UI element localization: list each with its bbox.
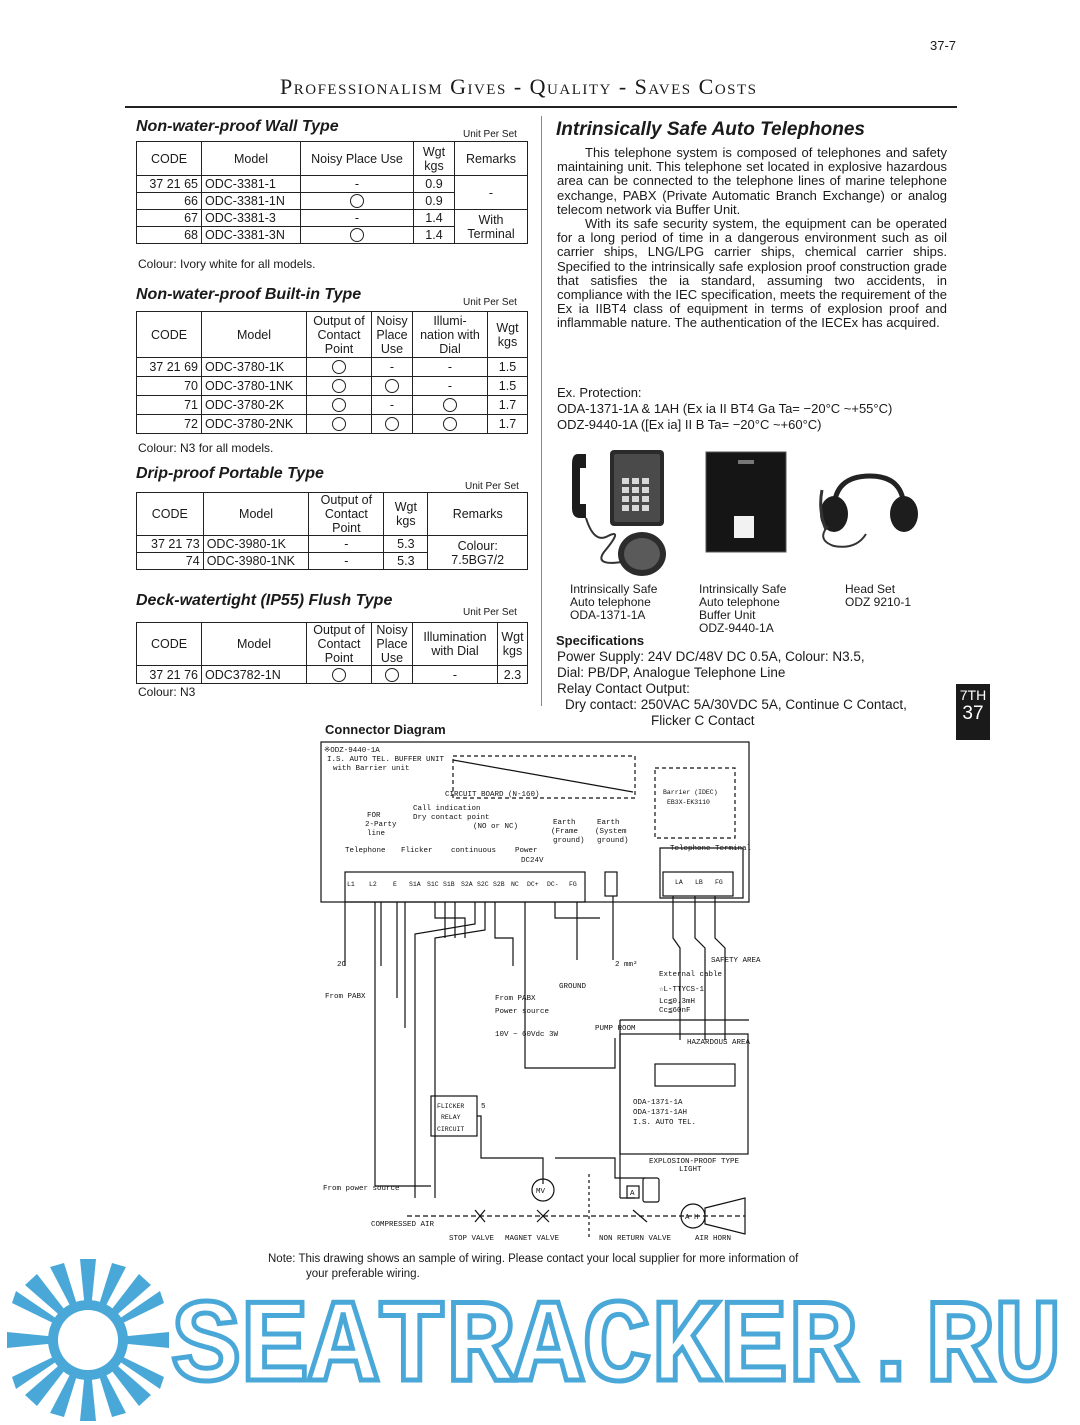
diagram-label: DC24V [521, 857, 544, 865]
diagram-label: ODA-1371-1AH [633, 1109, 688, 1117]
portable-unit-label: Unit Per Set [465, 481, 519, 492]
code-cell: 37 21 73 [137, 536, 204, 553]
diagram-label: EB3X-EK3110 [667, 799, 710, 806]
terminal-label: FG [715, 879, 723, 886]
diagram-label: continuous [451, 847, 497, 855]
col-illumination: Illumi- nation with Dial [413, 312, 488, 358]
wgt-cell: 0.9 [414, 176, 455, 193]
flush-colour-note: Colour: N3 [138, 685, 196, 699]
terminal-label: FG [569, 881, 577, 888]
diagram-label: STOP VALVE [449, 1235, 495, 1243]
col-model: Model [202, 623, 307, 666]
circle-mark-icon [385, 379, 399, 393]
wgt-cell: 1.5 [488, 358, 528, 377]
specifications-list: Power Supply: 24V DC/48V DC 0.5A, Colour: N3.5, Dial: PB/DP, Analogue Telephone Line Relay Contact Output: Dry contact: 250VAC 5A/30VDC 5A, Continue C Contact, Flicker C Contact [557, 649, 907, 728]
circle-mark-icon [332, 379, 346, 393]
diagram-label: ※ODZ-9440-1A [324, 747, 380, 755]
wgt-cell: 2.3 [498, 666, 528, 684]
noisy-cell: - [301, 176, 414, 193]
table-row [137, 377, 528, 396]
diagram-label: 2C [337, 961, 347, 969]
col-output: Output of Contact Point [307, 623, 372, 666]
col-noisy: Noisy Place Use [372, 312, 413, 358]
col-model: Model [203, 493, 309, 536]
diagram-label: NON RETURN VALVE [599, 1235, 672, 1243]
diagram-label: COMPRESSED AIR [371, 1221, 435, 1229]
col-remarks: Remarks [428, 493, 528, 536]
diagram-label: ground) [597, 837, 629, 845]
remarks-cell: Colour: 7.5BG7/2 [428, 536, 528, 570]
diagram-label: ODA-1371-1A [633, 1099, 683, 1107]
illum-cell: - [413, 358, 488, 377]
wgt-cell: 1.4 [414, 210, 455, 227]
builtin-type-title: Non-water-proof Built-in Type [136, 286, 362, 303]
diagram-label: Power source [495, 1008, 550, 1016]
illum-cell: - [413, 377, 488, 396]
noisy-cell: - [372, 396, 413, 415]
wall-type-table [136, 141, 528, 244]
terminal-label: NC [511, 881, 519, 888]
diagram-label: Telephone [345, 847, 386, 855]
terminal-label: S2A [461, 881, 473, 888]
col-wgt: Wgt kgs [414, 142, 455, 176]
wgt-cell: 1.7 [488, 396, 528, 415]
product-caption-telephone: Intrinsically Safe Auto telephone ODA-1371-1A [570, 582, 658, 622]
output-cell: - [309, 536, 384, 553]
circle-mark-icon [385, 417, 399, 431]
diagram-label: I.S. AUTO TEL. [633, 1119, 697, 1127]
watermark [0, 1255, 1080, 1425]
diagram-label: Earth [553, 819, 576, 827]
output-cell [307, 415, 372, 434]
code-cell: 71 [137, 396, 202, 415]
model-cell: ODC-3980-1NK [203, 553, 309, 570]
flush-unit-label: Unit Per Set [463, 607, 517, 618]
ex-protection-line-1: ODA-1371-1A & 1AH (Ex ia II BT4 Ga Ta= −20°C ~+55°C) [557, 401, 893, 416]
connector-diagram [315, 738, 761, 1246]
illum-cell: - [413, 666, 498, 684]
description-para-2: With its safe security system, the equipment can be operated for a long period of time in a dangerous environment such as oil carrier ships, LNG/LPG carrier ships, chemical carrier ships. Specified to the intrinsically safe explosion proof construction grade that satisfies the ia standard, assuming two accidents, in compliance with the IEC specification, meets the requirement of the Ex ia IIBT4 class of equipment in terms of explosion proof and inflammable nature. The authentication of the IECEx has acquired. [557, 216, 947, 331]
col-wgt: Wgt kgs [384, 493, 428, 536]
builtin-unit-label: Unit Per Set [463, 297, 517, 308]
builtin-colour-note: Colour: N3 for all models. [138, 441, 274, 455]
circle-mark-icon [332, 417, 346, 431]
wgt-cell: 1.7 [488, 415, 528, 434]
diagram-label: Flicker [401, 847, 433, 855]
code-cell: 37 21 76 [137, 666, 202, 684]
table-row [137, 415, 528, 434]
terminal-label: S2B [493, 881, 505, 888]
diagram-label: line [367, 830, 386, 838]
diagram-label: FOR [367, 812, 381, 820]
output-cell [307, 377, 372, 396]
description-para-1: This telephone system is composed of telephones and safety maintaining unit. This telephone set located in explosive hazardous area can be connected to the telephone lines of marine telephone exchange, PABX (Private Automatic Branch Exchange) or analog telecom network via Buffer Unit. [557, 145, 947, 217]
remarks-cell: - [455, 176, 528, 210]
col-remarks: Remarks [455, 142, 528, 176]
diagram-label: 5 [481, 1103, 486, 1111]
output-cell: - [309, 553, 384, 570]
output-cell [307, 358, 372, 377]
diagram-label: Earth [597, 819, 620, 827]
terminal-label: DC- [547, 881, 559, 888]
col-noisy: Noisy Place Use [372, 623, 413, 666]
model-cell: ODC-3780-2NK [202, 415, 307, 434]
noisy-cell: - [301, 210, 414, 227]
ex-protection-line-2: ODZ-9440-1A ([Ex ia] II B Ta= −20°C ~+60°C) [557, 417, 822, 432]
model-cell: ODC-3780-2K [202, 396, 307, 415]
diagram-label: I.S. AUTO TEL. BUFFER UNIT [327, 756, 445, 764]
product-caption-headset: Head Set ODZ 9210-1 [845, 582, 912, 609]
header-rule [125, 106, 957, 108]
code-cell: 68 [137, 227, 202, 244]
terminal-label: S2C [477, 881, 489, 888]
chapter-tab: 7TH 37 [956, 684, 990, 740]
noisy-cell: - [372, 358, 413, 377]
diagram-label: Power [515, 847, 538, 855]
right-section-title: Intrinsically Safe Auto Telephones [556, 119, 865, 140]
code-cell: 74 [137, 553, 204, 570]
diagram-label: Lc≦0.3mH [659, 998, 696, 1006]
model-cell: ODC-3780-1NK [202, 377, 307, 396]
table-row [137, 396, 528, 415]
diagram-label: (System [595, 828, 627, 836]
diagram-label: FLICKER [437, 1103, 465, 1110]
code-cell: 37 21 65 [137, 176, 202, 193]
remarks-cell: With Terminal [455, 210, 528, 244]
table-row [137, 666, 528, 684]
noisy-cell [372, 415, 413, 434]
col-output: Output of Contact Point [309, 493, 384, 536]
model-cell: ODC-3780-1K [202, 358, 307, 377]
diagram-label: RELAY [441, 1114, 461, 1121]
model-cell: ODC-3381-1N [202, 193, 301, 210]
circle-mark-icon [332, 360, 346, 374]
circle-mark-icon [385, 668, 399, 682]
footnote: Note: This drawing shows an sample of wiring. Please contact your local supplier for more information of your preferable wiring. [268, 1253, 799, 1280]
diagram-label: A [630, 1190, 635, 1198]
diagram-label: Dry contact point [413, 814, 490, 822]
noisy-cell [301, 227, 414, 244]
terminal-label: E [393, 881, 397, 888]
diagram-label: SAFETY AREA [711, 957, 761, 965]
col-output: Output of Contact Point [307, 312, 372, 358]
col-noisy: Noisy Place Use [301, 142, 414, 176]
diagram-label: CIRCUIT BOARD (N-160) [445, 791, 540, 799]
product-caption-buffer-unit: Intrinsically Safe Auto telephone Buffer Unit ODZ-9440-1A [699, 582, 787, 635]
wgt-cell: 1.4 [414, 227, 455, 244]
table-row [137, 210, 528, 227]
col-wgt: Wgt kgs [498, 623, 528, 666]
diagram-label: GROUND [559, 983, 587, 991]
output-cell [307, 396, 372, 415]
col-model: Model [202, 312, 307, 358]
code-cell: 72 [137, 415, 202, 434]
diagram-label: A H [685, 1214, 699, 1222]
terminal-label: S1B [443, 881, 455, 888]
illum-cell [413, 415, 488, 434]
illum-cell [413, 396, 488, 415]
diagram-label: Barrier (IDEC) [663, 789, 718, 796]
code-cell: 37 21 69 [137, 358, 202, 377]
diagram-label: MV [536, 1188, 546, 1196]
model-cell: ODC-3980-1K [203, 536, 309, 553]
headset-image [814, 470, 926, 550]
noisy-cell [301, 193, 414, 210]
buffer-unit-image [702, 446, 790, 556]
diagram-label: EXPLOSION-PROOF TYPE [649, 1158, 740, 1166]
col-wgt: Wgt kgs [488, 312, 528, 358]
terminal-label: S1A [409, 881, 421, 888]
watermark-text: SEATRACKER.RU [172, 1283, 1062, 1416]
wgt-cell: 5.3 [384, 536, 428, 553]
diagram-label: 10V ~ 60Vdc 3W [495, 1031, 559, 1039]
terminal-label: DC+ [527, 881, 539, 888]
col-code: CODE [137, 493, 204, 536]
wall-unit-label: Unit Per Set [463, 129, 517, 140]
wall-colour-note: Colour: Ivory white for all models. [138, 257, 316, 271]
diagram-label: 2 mm² [615, 961, 638, 969]
column-divider [541, 116, 542, 706]
diagram-label: ☆L-TTYCS-1 [659, 986, 705, 994]
code-cell: 66 [137, 193, 202, 210]
wgt-cell: 0.9 [414, 193, 455, 210]
terminal-label: S1C [427, 881, 439, 888]
diagram-label: Call indication [413, 805, 481, 813]
diagram-label: with Barrier unit [333, 765, 410, 773]
terminal-label: L1 [347, 881, 355, 888]
circle-mark-icon [443, 417, 457, 431]
portable-type-title: Drip-proof Portable Type [136, 465, 324, 482]
diagram-label: External cable [659, 971, 723, 979]
table-row [137, 536, 528, 553]
builtin-type-table [136, 311, 528, 434]
wgt-cell: 5.3 [384, 553, 428, 570]
terminal-label: L2 [369, 881, 377, 888]
wgt-cell: 1.5 [488, 377, 528, 396]
col-code: CODE [137, 623, 202, 666]
noisy-cell [372, 377, 413, 396]
model-cell: ODC-3381-3N [202, 227, 301, 244]
diagram-label: HAZARDOUS AREA [687, 1039, 751, 1047]
output-cell [307, 666, 372, 684]
connector-diagram-title: Connector Diagram [325, 722, 446, 737]
diagram-label: Telephone Terminal [670, 845, 752, 853]
page-header-title: Professionalism Gives - Quality - Saves Costs [280, 74, 758, 99]
terminal-label: LB [695, 879, 703, 886]
circle-mark-icon [332, 668, 346, 682]
table-row [137, 358, 528, 377]
model-cell: ODC-3381-1 [202, 176, 301, 193]
col-illumination: Illumination with Dial [413, 623, 498, 666]
sun-logo-icon [7, 1259, 169, 1421]
circle-mark-icon [350, 228, 364, 242]
diagram-label: Cc≦60nF [659, 1007, 691, 1015]
specifications-title: Specifications [556, 633, 645, 648]
telephone-image [564, 444, 674, 580]
diagram-label: From power source [323, 1185, 400, 1193]
diagram-label: (Frame [551, 828, 579, 836]
code-cell: 70 [137, 377, 202, 396]
circle-mark-icon [332, 398, 346, 412]
noisy-cell [372, 666, 413, 684]
description-text [557, 146, 947, 331]
diagram-label: AIR HORN [695, 1235, 732, 1243]
code-cell: 67 [137, 210, 202, 227]
model-cell: ODC3782-1N [202, 666, 307, 684]
page-number: 37-7 [930, 38, 957, 53]
terminal-label: LA [675, 879, 683, 886]
diagram-label: CIRCUIT [437, 1126, 465, 1133]
col-code: CODE [137, 312, 202, 358]
portable-type-table [136, 492, 528, 570]
flush-type-title: Deck-watertight (IP55) Flush Type [136, 592, 393, 609]
wall-type-title: Non-water-proof Wall Type [136, 118, 339, 135]
circle-mark-icon [350, 194, 364, 208]
diagram-label: (NO or NC) [473, 823, 519, 831]
flush-type-table [136, 622, 528, 684]
ex-protection-title: Ex. Protection: [557, 385, 642, 400]
diagram-label: PUMP ROOM [595, 1025, 636, 1033]
circle-mark-icon [443, 398, 457, 412]
diagram-label: LIGHT [679, 1166, 702, 1174]
diagram-label: From PABX [495, 995, 536, 1003]
diagram-label: MAGNET VALVE [505, 1235, 560, 1243]
col-code: CODE [137, 142, 202, 176]
table-row [137, 176, 528, 193]
diagram-label: ground) [553, 837, 585, 845]
diagram-label: 2-Party [365, 821, 397, 829]
diagram-label: From PABX [325, 993, 366, 1001]
col-model: Model [202, 142, 301, 176]
model-cell: ODC-3381-3 [202, 210, 301, 227]
